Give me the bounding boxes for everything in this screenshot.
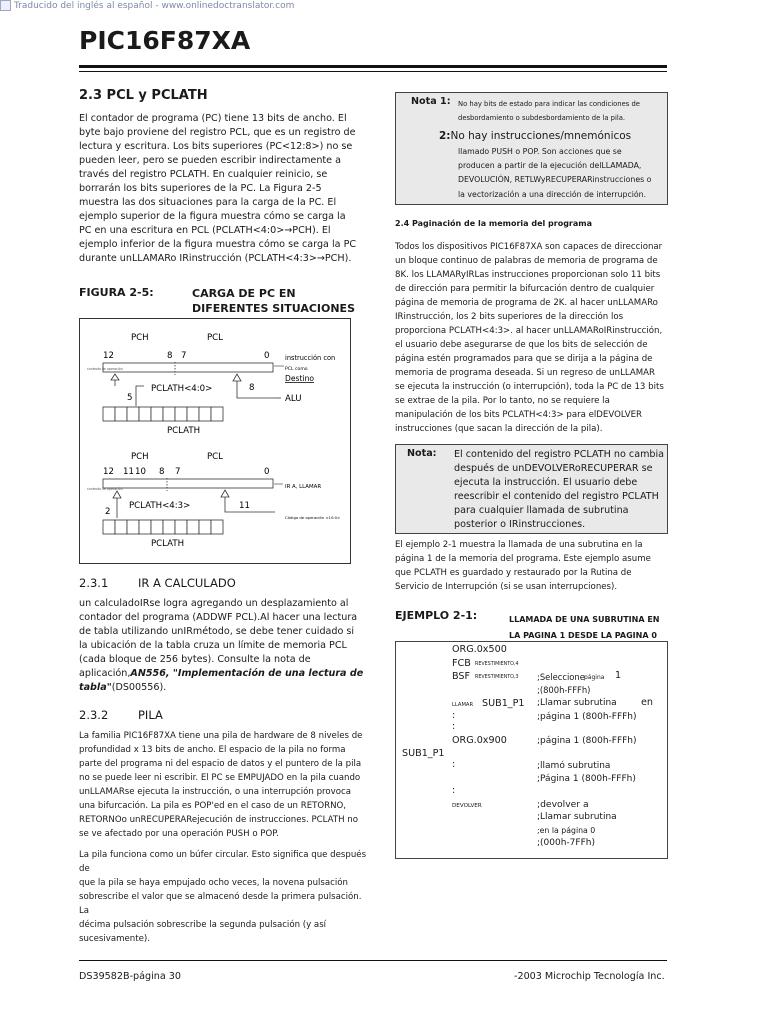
text-line: un bloque continuo de palabras de memoria de programa de xyxy=(395,256,658,266)
fig-bit10-2: 10 xyxy=(135,467,146,477)
note-line: llamado PUSH o POP. Son acciones que se xyxy=(458,147,622,156)
example-intro xyxy=(395,538,671,594)
section-2-3-text xyxy=(79,112,369,266)
code-devolver: DEVOLVER xyxy=(452,803,482,809)
code-fcb-arg: REVESTIMIENTO,4 xyxy=(475,662,519,667)
fig-bit11-2: 11 xyxy=(123,467,134,477)
note-line: posterior o IRinstrucciones. xyxy=(454,519,586,530)
note-line: la vectorización a una dirección de interrupción. xyxy=(458,189,647,199)
code-dot2: : xyxy=(452,721,456,732)
text-line: IRinstrucción, los 2 bits superiores de la dirección los xyxy=(395,312,624,322)
fig-n5: 5 xyxy=(127,393,133,403)
fig-alu: ALU xyxy=(285,394,302,404)
translator-banner[interactable] xyxy=(0,0,294,11)
title-rule-thin xyxy=(79,71,667,72)
text-line: la ubicación de la tabla cruza un límite de memoria PCL xyxy=(79,640,347,651)
footer-left: DS39582B-página 30 xyxy=(79,971,181,982)
note-line: reescribir el contenido del registro PCLATH xyxy=(454,491,659,502)
section-2-4-title: 2.4 Paginación de la memoria del programa xyxy=(395,219,593,228)
fig-ira-llamar: IR A, LLAMAR xyxy=(285,484,322,490)
text-line: que la pila se haya empujado ocho veces, la novena pulsación xyxy=(79,878,348,888)
text-line: 8K. los LLAMARyIRLas instrucciones proporcionan solo 11 bits xyxy=(395,270,661,280)
fig-pcl-label-1: PCL xyxy=(207,333,223,343)
text-line: se ve afectado por una operación PUSH o POP. xyxy=(79,829,279,839)
code-pag3: ;Página 1 (800h-FFFh) xyxy=(537,774,636,784)
text-line: PC en una escritura en PCL (PCLATH<4:0>→PCH). El xyxy=(79,225,331,236)
fig-pclath-cells-1 xyxy=(103,407,223,421)
text-line: RETORNOo unRECUPERARejecución de instrucciones. PCLATH no xyxy=(79,815,358,825)
text-line: El ejemplo 2-1 muestra la llamada de una subrutina en la xyxy=(395,540,643,550)
text-line: una bifurcación. La pila es POP'ed en el caso de un RETORNO, xyxy=(79,801,347,811)
code-pag2: ;página 1 (800h-FFFh) xyxy=(537,736,637,746)
fig-tiny-label-2: contexto de operación xyxy=(87,487,123,491)
title-rule-thick xyxy=(79,65,667,68)
text-line: de tabla utilizando unIRmétodo, se debe tener cuidado si xyxy=(79,626,355,637)
s232-title: PILA xyxy=(138,708,163,722)
text-line: no se puede leer ni escribir. El PC se EMPUJADO en la pila cuando xyxy=(79,773,361,783)
fig-pc-register-2 xyxy=(103,479,273,488)
example-title xyxy=(509,612,660,644)
text-line: pueden leer, pero se pueden escribir indirectamente a xyxy=(79,155,342,166)
code-fcb: FCB xyxy=(452,658,471,669)
figure-title xyxy=(192,286,355,316)
text-line: sucesivamente). xyxy=(79,934,150,944)
note-line: ejecuta la instrucción. El usuario debe xyxy=(454,477,638,488)
fig-pcl-label-2: PCL xyxy=(207,452,223,462)
text-line: La pila funciona como un búfer circular. Esto significa que después de xyxy=(79,850,367,874)
fig-bit8-1: 8 xyxy=(167,351,173,361)
note-line: después de unDEVOLVERoRECUPERAR se xyxy=(454,463,653,474)
text-line: décima pulsación sobrescribe la segunda pulsación (y así xyxy=(79,920,327,930)
note-line: DEVOLUCIÓN, RETLWyRECUPERARinstrucciones o xyxy=(458,175,652,185)
fig-n11b: 11 xyxy=(239,501,250,511)
fig-bit8-2: 8 xyxy=(159,467,165,477)
text-line: de dirección para permitir la bifurcación dentro de cualquier xyxy=(395,284,655,294)
text-line: través del registro PCLATH. En cualquier reinicio, se xyxy=(79,169,328,180)
text-line: Todos los dispositivos PIC16F87XA son capaces de direccionar xyxy=(395,242,663,252)
translator-icon xyxy=(0,0,11,11)
code-sub-label: SUB1_P1 xyxy=(402,748,445,759)
text-line: byte bajo proviene del registro PCL, que es un registro de xyxy=(79,127,356,138)
text-line: el usuario debe asegurarse de que los bits de selección de xyxy=(395,340,648,350)
fig-pclath40: PCLATH<4:0> xyxy=(151,384,213,394)
text-line: proporciona PCLATH<4:3>. al hacer unLLAMARoIRinstrucción, xyxy=(395,326,663,336)
footer-right: -2003 Microchip Tecnología Inc. xyxy=(514,971,665,982)
code-example-box xyxy=(395,641,668,859)
figure-title-line2: DIFERENTES SITUACIONES xyxy=(192,302,355,315)
text-line: profundidad x 13 bits de ancho. El espacio de la pila no forma xyxy=(79,745,346,755)
example-title-1: LLAMADA DE UNA SUBRUTINA EN xyxy=(509,615,660,624)
code-bsf: BSF xyxy=(452,671,471,682)
text-line: borrarán los bits superiores de la PC. La Figura 2-5 xyxy=(79,183,322,194)
fig-pclath-label-2: PCLATH xyxy=(151,539,185,549)
footer-rule xyxy=(79,960,667,961)
code-org1: ORG.0x500 xyxy=(452,644,507,655)
code-dot4: : xyxy=(452,785,456,796)
code-range0: ;(000h-7FFh) xyxy=(537,838,595,848)
fig-bit7-2: 7 xyxy=(175,467,181,477)
text-line: sobrescribe el valor que se almacenó desde la primera pulsación. La xyxy=(79,892,362,916)
note-line: para cualquier llamada de subrutina xyxy=(454,505,629,516)
text-line: La familia PIC16F87XA tiene una pila de hardware de 8 niveles de xyxy=(79,731,363,741)
fig-pclath43: PCLATH<4:3> xyxy=(129,501,191,511)
fig-destino: Destino xyxy=(285,374,315,383)
text-line: se extrae de la pila. Por lo tanto, no se requiere la xyxy=(395,396,610,406)
s232-paragraph-2 xyxy=(79,848,371,946)
note2-num: 2: xyxy=(439,130,451,142)
text-line: página de memoria de programa de 2K. al hacer unLLAMARo xyxy=(395,298,658,308)
note2-title-line xyxy=(439,130,631,142)
code-llamar-comment: ;Llamar subrutina xyxy=(537,698,617,708)
text-line: se ejecuta la instrucción (o interrupción), toda la PC de 13 bits xyxy=(395,382,664,392)
note-box-3 xyxy=(395,444,668,534)
text-line: manipulación de los bits PCLATH<4:3> para elDEVOLVER xyxy=(395,410,642,420)
text-line: ejemplo inferior de la figura muestra cómo se carga la PC xyxy=(79,239,357,250)
text-line: (cada bloque de 256 bytes). Consulte la nota de xyxy=(79,654,311,665)
code-sel-a: ;Seleccione xyxy=(537,672,585,682)
note1-text xyxy=(458,97,663,125)
note3-text xyxy=(454,448,666,532)
fig-bit7-1: 7 xyxy=(181,351,187,361)
translator-text: Traducido del inglés al español - www.onlinedoctranslator.com xyxy=(14,0,295,11)
text-line: memoria de programa deseada. Si un regreso de unLLAMAR xyxy=(395,368,655,378)
text-line: ejemplo superior de la figura muestra cómo se carga la xyxy=(79,211,346,222)
fig-pcl-como: PCL como xyxy=(285,367,308,372)
code-org2: ORG.0x900 xyxy=(452,735,507,746)
fig-codigo-op: Código de operación <10:0> xyxy=(285,515,341,520)
fig-pch-label-1: PCH xyxy=(131,333,149,343)
s231-number: 2.3.1 xyxy=(79,576,109,590)
code-pag1: ;página 1 (800h-FFFh) xyxy=(537,712,637,722)
note-box-1 xyxy=(395,92,668,205)
text-line: El contador de programa (PC) tiene 13 bits de ancho. El xyxy=(79,113,347,124)
s231-app-ref2: tabla" xyxy=(79,682,112,693)
code-listing xyxy=(396,642,667,858)
fig-bit12-2: 12 xyxy=(103,467,114,477)
text-line: Servicio de Interrupción (si se usan interrupciones). xyxy=(395,582,618,592)
note-line: El contenido del registro PCLATH no cambia xyxy=(454,449,665,460)
fig-bit12-1: 12 xyxy=(103,351,114,361)
fig-n2: 2 xyxy=(105,507,111,517)
note-line: producen a partir de la ejecución delLLAMADA, xyxy=(458,161,642,171)
fig-tiny-label-1: contexto de operación xyxy=(87,367,123,371)
code-dot1: : xyxy=(452,710,456,721)
code-sel-b: página xyxy=(584,674,605,681)
text-line: que PCLATH es guardado y restaurado por la Rutina de xyxy=(395,568,632,578)
text-line: página 1 de la memoria del programa. Este ejemplo asume xyxy=(395,554,651,564)
text-line: lectura y escritura. Los bits superiores (PC<12:8>) no se xyxy=(79,141,353,152)
s231-app: aplicación, xyxy=(79,668,131,679)
fig-instr-label: instrucción con xyxy=(285,354,336,362)
text-line: contador del programa (ADDWF PCL).Al hacer una lectura xyxy=(79,612,358,623)
fig-n8b: 8 xyxy=(249,383,255,393)
text-line: instrucciones (que sacan la dirección de la pila). xyxy=(395,424,603,434)
figure-pc-loading-diagram xyxy=(79,318,351,564)
example-label: EJEMPLO 2-1: xyxy=(395,609,478,622)
figure-title-line1: CARGA DE PC EN xyxy=(192,287,296,300)
code-sub-call: SUB1_P1 xyxy=(482,698,525,709)
code-llamo: ;llamó subrutina xyxy=(537,761,611,771)
section-2-3-title: 2.3 PCL y PCLATH xyxy=(79,88,208,103)
code-llamar-sub: ;Llamar subrutina xyxy=(537,812,617,822)
text-line: parte del programa ni del espacio de datos y el puntero de la pila xyxy=(79,759,362,769)
note3-label: Nota: xyxy=(407,448,437,459)
fig-pclath-label-1: PCLATH xyxy=(167,426,201,436)
code-range1: ;(800h-FFFh) xyxy=(537,685,591,695)
s231-text xyxy=(79,597,371,695)
code-en: en xyxy=(641,697,653,708)
text-line: unLLAMARse ejecuta la instrucción, o una interrupción provoca xyxy=(79,787,351,797)
s231-title: IR A CALCULADO xyxy=(138,576,236,590)
code-bsf-arg: REVESTIMIENTO,3 xyxy=(475,675,519,680)
document-title: PIC16F87XA xyxy=(79,26,251,55)
s232-paragraph-1 xyxy=(79,729,371,841)
code-llamar: LLAMAR xyxy=(452,702,474,708)
fig-bit0-1: 0 xyxy=(264,351,270,361)
code-en-pag0: ;en la página 0 xyxy=(537,826,596,835)
fig-pch-label-2: PCH xyxy=(131,452,149,462)
section-2-4-text xyxy=(395,240,671,436)
text-line: página estén programados para que se dirija a la página de xyxy=(395,354,653,364)
note2-title: No hay instrucciones/mnemónicos xyxy=(450,130,632,142)
example-title-2: LA PAGINA 1 DESDE LA PAGINA 0 xyxy=(509,631,657,640)
note2-text xyxy=(458,145,665,202)
note1-label: Nota 1: xyxy=(411,96,451,107)
note-line: No hay bits de estado para indicar las condiciones de xyxy=(458,100,640,108)
note-line: desbordamiento o subdesbordamiento de la pila. xyxy=(458,114,626,122)
figure-label: FIGURA 2-5: xyxy=(79,286,154,299)
text-line: un calculadoIRse logra agregando un desplazamiento al xyxy=(79,598,349,609)
text-line: durante unLLAMARo IRinstrucción (PCLATH<4:3>→PCH). xyxy=(79,253,352,264)
code-dev-comment: ;devolver a xyxy=(537,799,589,810)
fig-pclath-cells-2 xyxy=(103,520,223,534)
text-line: muestra las dos situaciones para la carga de la PC. El xyxy=(79,197,337,208)
fig-pc-register-1 xyxy=(103,363,273,372)
fig-bit0-2: 0 xyxy=(264,467,270,477)
code-sel-c: 1 xyxy=(615,670,622,681)
s231-app-ref: AN556, "Implementación de una lectura de xyxy=(130,668,364,679)
code-dot3: : xyxy=(452,759,456,770)
s231-ds: (DS00556). xyxy=(111,682,167,693)
s232-number: 2.3.2 xyxy=(79,708,109,722)
